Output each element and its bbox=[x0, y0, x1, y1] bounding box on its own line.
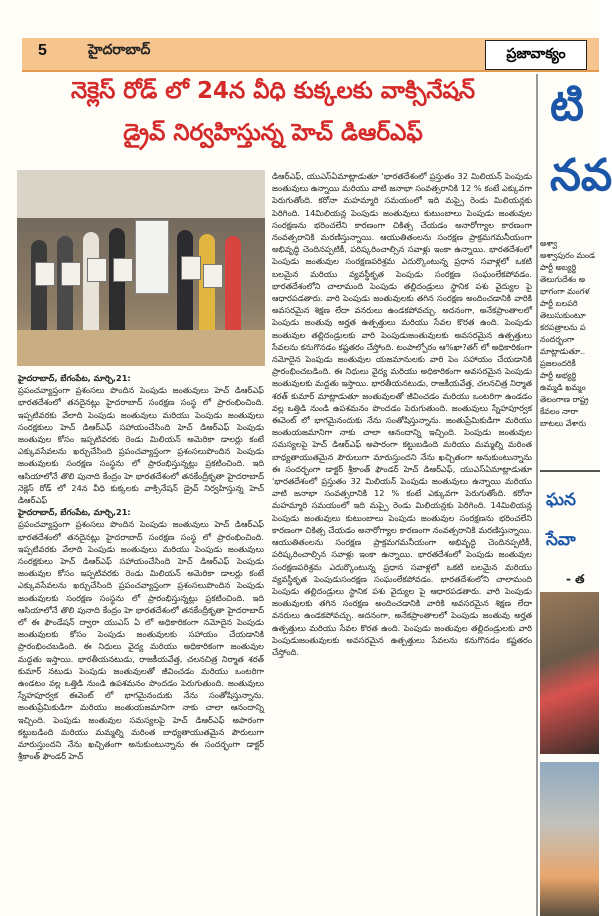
section-city: హైదరాబాద్ bbox=[88, 42, 151, 58]
dateline: హైదరాబాద్, బేగంపేట, మార్చి,21: bbox=[18, 373, 131, 383]
side-line: తెలుగుదేశం అ bbox=[540, 275, 586, 284]
article-paragraph: డిఆర్ఎఫ్, యుఎస్ఏమాట్లాడుతూ 'భారతదేశంలో ప్రస్తుతం 32 మిలియన్ పెంపుడు జంతువులు ఉన్నాయి మరియు వాటి జనాభా సంవత్సరానికి 12 % కంటే ఎక్కువగా పెరుగుతోంది. కరోనా మహమ్మారి సమయంలో ఇది మప్పై రెండు మిలియన్లకు పెరిగింది. 14మిలియన్ల పెంపుడు జంతువులు కుటుంబాలు పెంపుడు జంతువుల సంరక్షణను భరించలేని కారణంగా చికిత్స చేయడం అనారోగ్యాల కారణంగా నంవత్సరానికి మరణిస్తున్నాయి. ఆయుతితంలను సంరక్షణ ప్రాక్రమగమనీయంగా అభివృద్ధి చెందినప్పటికీ, పరిష్కరించాల్సిన సవాళ్లు ఇంకా ఉన్నాయి. భారతదేశంలో పెంపుడు జంతువుల సంరక్షణపరిశ్రమ ఎదుర్కొంటున్న ప్రధాన సవాళ్లలో ఒకటి బలమైన మరియు వ్యవస్థీకృత పెంపుడు సంరక్షణ సంఘంలేకపోవడం. భారతదేశంలోని చాలామంది పెంపుడు తల్లిదండ్రులు స్థానిక పశు వైద్యుల పై ఆధారపడతారు. వారి పెంపుడు జంతువులకు తగిన సంరక్షణ అందించడానికి వారికి అవసరమైన శిక్షణ లేదా వనరులు ఉండకపోవచ్చు. అదనంగా, అనేకప్రాంతాలలో పెంపుడు జంతువు అర్హత ఉత్పత్తులు మరియు సేవల కొరత ఉంది. పెంపుడు జంతువుల తల్లిదండ్రులకు వారి పెంపుడుజంతువులకు అవసరమైన ఉత్పత్తులు సేవలను కనుగొనడం కష్టతరం చేస్తోంది. టంపాల్పోరం ఆ%ఖా?తగ్ లో అధికారికంగా నమోదైన పెంపుడు జంతువుల యజమానులకు వారి పెం సహాయం చేయడానికి ప్రారంభించబడింది. ఈ నిధులు వైద్య మరియు అధికారికంగా అవసరమైన పెంపుడు జంతువులకు మద్దతు ఇస్తాయి. భారతీయనటుడు, రాజకీయవేత్త, చలనచిత్ర నిర్మాత శరత్ కుమార్ మాట్లాడుతూ జంతువులతో జీవించడం మరియు ఒంటరిగా ఉండడం వల్ల ఒత్తిడి నుండి ఉపశమనం పొందడం పెరుగుతుంది. జంతువులు స్నేహపూర్వక ఈవెంట్ లో భాగమైనందుకు నేను సంతోషిస్తున్నాను. జంతుప్రేమికుడిగా మరియు జంతుయజమానిగా నాకు చాలా ఆనందాన్ని ఇచ్చింది. పెంపుడు జంతువుల సమస్యలపై హెచ్ డిఆర్ఎఫ్ అపారంగా కట్టుబడింది మరియు మమ్మల్ని మరింత బాధ్యతాయుతమైన పౌరులుగా మారుస్తుందని నేను ఖచ్చితంగా అనుకుంటున్నాను ఈ సందర్భంగా డాక్టర్ శ్రీకాంత్ ఫౌండర్ హెచ్ డిఆర్ఎఫ్, యుఎస్ఏమాట్లాడుతూ 'భారతదేశంలో ప్రస్తుతం 32 మిలియన్ పెంపుడు జంతువులు ఉన్నాయి మరియు వాటి జనాభా సంవత్సరానికి 12 % కంటే ఎక్కువగా పెరుగుతోంది. కరోనా మహమ్మారి సమయంలో ఇది మప్పై రెండు మిలియన్లకు పెరిగింది. 14మిలియన్ల పెంపుడు జంతువులు కుటుంబాలు పెంపుడు జంతువుల సంరక్షణను భరించలేని కారణంగా చికిత్స చేయడం అనారోగ్యాల కారణంగా నంవత్సరానికి మరణిస్తున్నాయి. ఆయుతితంలను సంరక్షణ ప్రాక్రమగమనీయంగా అభివృద్ధి చెందినప్పటికీ, పరిష్కరించాల్సిన సవాళ్లు ఇంకా ఉన్నాయి. భారతదేశంలో పెంపుడు జంతువుల సంరక్షణపరిశ్రమ ఎదుర్కొంటున్న ప్రధాన సవాళ్లలో ఒకటి బలమైన మరియు వ్యవస్థీకృత పెంపుడుసంరక్షణ సంఘంలేకపోవడం. భారతదేశంలోని చాలామంది పెంపుడు తల్లిదండ్రులు స్థానిక పశు వైద్యుల పై ఆధారపడతారు. వారి పెంపుడు జంతువులకు తగిన సంరక్షణ అందించడానికి వారికి అవసరమైన శిక్షణ లేదా వనరులు ఉండకపోవచ్చు. అదనంగా, అనేకప్రాంతాలలో పెంపుడు జంతువు అర్హత ఉత్పత్తులు మరియు సేవల కొరత ఉంది. పెంపుడు జంతువుల తల్లిదండ్రులకు వారి పెంపుడుజంతువులకు అవసరమైన ఉత్పత్తులు సేవలను కనుగొనడం కష్టతరం చేస్తోంది. bbox=[272, 171, 532, 657]
side-line: తెలుసుకుంటూ bbox=[540, 311, 586, 320]
side-line: ప్రజలందరికీ bbox=[540, 359, 576, 368]
side-subhead-1: ఘన bbox=[546, 490, 576, 510]
side-line: కరపత్రాలను ప bbox=[540, 323, 586, 332]
side-subhead-2: సేవా bbox=[546, 530, 576, 550]
side-rule bbox=[540, 470, 600, 472]
side-line: పార్టీ అబ్యర్థి bbox=[540, 263, 577, 272]
headline-line-1: నెక్లెస్ రోడ్ లో 24న వీధి కుక్కలకు వాక్సినేషన్ bbox=[70, 78, 476, 104]
article-column-2 bbox=[272, 170, 532, 912]
side-line: నందర్భంగా bbox=[540, 335, 575, 344]
column-divider bbox=[536, 74, 538, 916]
side-line: భాగంగా మంగళ bbox=[540, 287, 590, 296]
masthead-logo: ప్రజావాక్యం bbox=[485, 40, 587, 70]
side-line: పార్టీ అభ్యర్థి bbox=[540, 371, 577, 380]
side-line: బాటలు వేశారు bbox=[540, 419, 586, 428]
article-paragraph: ప్రపంచవ్యాప్తంగా ప్రశంసలు పొందిన పెంపుడు జంతువులు హెచ్ డిఆర్ఎఫ్ భారతదేశంలో తనదైనట్లు హైదరాబాద్ సంరక్షణ సంస్థ లో ప్రారంభించింది. ఇప్పటివరకు వేలాది పెంపుడు జంతువులు మరియు పెంపుడు జంతువులు సంరక్షకులు హెచ్ డిఆర్ఎఫ్ సహాయంచేసింది హెచ్ డిఆర్ఎఫ్ పెంపుడు జంతువుల కోసం ఇప్పటివరకు రెండు మిలియన్ అమెరికా డాలర్లు కంటే ఎక్కువసేవలను ఖర్చుచేసింది ప్రపంచవ్యాప్తంగా ప్రశంసలుపొందిన పెంపుడు జంతువులకు సంరక్షణ సంస్థను లో ప్రారంభిస్తున్నట్లు ప్రకటించింది. ఇది ఆసియాలోనే తొలి పునాది కేంద్రం హె భారతదేశంలో తనకేంద్రీకృతా హైదరాబాద్ లో ఈ ఫౌండేషన్ ద్వారా యుఎస్ ఏ లో అధికారికంగా నమోదైన పెంపుడు జంతువులకు కోసం పెంపుడు జంతువులకు సహాయం చేయడానికి ప్రారంభించబడింది. ఈ నిధులు వైద్య మరియు అధికారికంగా జంతువుల మద్దతు ఇస్తాయి. భారతీయనటుడు, రాజకీయవేత్త, చలనచిత్ర నిర్మాత శరత్ కుమార్ నటుడు పెంపుడు జంతువులతో జీవించడం మరియు ఒంటరిగా ఉండటం వల్ల ఒత్తిడి నుండి ఉపశమనం పొందడం పెరుగుతుంది. జంతువులు స్నేహపూర్వక ఈవెంట్ లో భాగమైనందుకు నేను సంతోషిస్తున్నాను. జంతుప్రేమికుడిగా మరియు జంతుయజమానిగా నాకు చాలా ఆనందాన్ని ఇచ్చింది. పెంపుడు జంతువుల సమస్యలపై హెచ్ డిఆర్ఎఫ్ అపారంగా కట్టుబడింది మరియు మమ్మల్ని మరింత బాధ్యతాయుతమైన పౌరులుగా మారుస్తుందని నేను ఖచ్చితంగా అనుకుంటున్నాను ఈ సందర్భంగా డాక్టర్ శ్రీకాంత్ ఫౌండర్ హెచ్ bbox=[18, 519, 264, 762]
side-headline-1: టి bbox=[550, 80, 584, 131]
side-line: మాట్లాడుతూ.. bbox=[540, 347, 586, 356]
headline-line-2: డ్రైవ్ నిర్వహిస్తున్న హెచ్ డిఆర్ఎఫ్ bbox=[123, 120, 423, 146]
article-paragraph: ప్రపంచవ్యాప్తంగా ప్రశంసలు పొందిన పెంపుడు జంతువులు హెచ్ డిఆర్ఎఫ్ భారతదేశంలో తనదైనట్లు హైదరాబాద్ సంరక్షణ సంస్థ లో ప్రారంభించింది. ఇప్పటివరకు వేలాది పెంపుడు జంతువులు మరియు పెంపుడు జంతువులు సంరక్షకులు హెచ్ డిఆర్ఎఫ్ సహాయంచేసింది హెచ్ డిఆర్ఎఫ్ పెంపుడు జంతువుల కోసం ఇప్పటివరకు రెండు మిలియన్ అమెరికా డాలర్లు కంటే ఎక్కువసేవలను ఖర్చుచేసింది ప్రపంచవ్యాప్తంగా ప్రశంసలుపొందిన పెంపుడు జంతువులకు సంరక్షణ సంస్థను లో ప్రారంభిస్తున్నట్లు ప్రకటించింది. ఇది ఆసియాలోనే తొలి పునాది కేంద్రం హె భారతదేశంలో తనకేంద్రీకృతా హైదరాబాద్ నెక్లెస్ రోడ్ లో 24న వీధి కుక్కలకు వాక్సినేషన్ డ్రైవ్ నిర్వహిస్తున్న హెచ్ డిఆర్ఎఫ్ bbox=[18, 385, 264, 506]
side-line: అశ్వా bbox=[540, 239, 558, 248]
side-photo-1 bbox=[540, 592, 599, 754]
side-article-text bbox=[540, 238, 600, 460]
side-byline: - త bbox=[566, 572, 585, 586]
side-headline-2: నవ bbox=[550, 150, 612, 201]
side-line: అశ్వాపురం మండ bbox=[540, 251, 595, 260]
dateline: హైదరాబాద్, బేగంపేట, మార్చి,21: bbox=[18, 507, 131, 518]
side-photo-2 bbox=[540, 762, 599, 916]
side-line: తెలంగాణ రాష్ట్ర bbox=[540, 395, 589, 404]
page-number: 5 bbox=[38, 42, 47, 59]
event-photo bbox=[17, 170, 265, 366]
side-line: ఉమ్మడి ఖమ్మం bbox=[540, 383, 586, 392]
side-line: పార్టీ బలపరి bbox=[540, 299, 578, 308]
side-line: కేవలం నారా bbox=[540, 407, 578, 416]
article-column-1 bbox=[18, 372, 264, 912]
